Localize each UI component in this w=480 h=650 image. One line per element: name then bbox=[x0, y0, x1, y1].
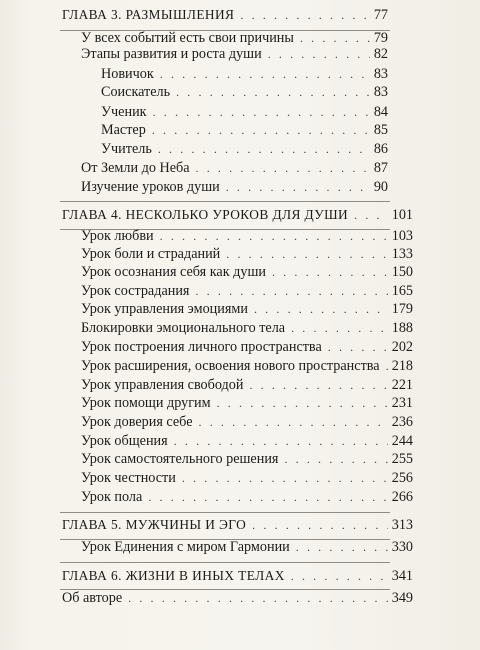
page-number: 236 bbox=[391, 414, 413, 430]
page-number: 313 bbox=[391, 517, 413, 533]
toc-entry[interactable] bbox=[81, 537, 413, 557]
toc-entry[interactable] bbox=[81, 318, 413, 338]
toc-chapter-6[interactable] bbox=[62, 566, 413, 586]
entry-title: Соискатель bbox=[101, 84, 171, 100]
toc-subentry[interactable] bbox=[101, 64, 388, 84]
toc-entry[interactable] bbox=[81, 158, 388, 178]
dot-leader bbox=[268, 44, 370, 64]
toc-entry[interactable] bbox=[81, 299, 413, 319]
dot-leader bbox=[217, 393, 388, 413]
toc-entry[interactable] bbox=[81, 431, 413, 451]
entry-title: Урок осознания себя как души bbox=[81, 264, 266, 280]
toc-chapter-5[interactable] bbox=[62, 515, 413, 535]
entry-title: Урок Единения с миром Гармонии bbox=[81, 539, 290, 555]
dot-leader bbox=[153, 102, 370, 122]
page-number: 188 bbox=[391, 320, 413, 336]
dot-leader bbox=[182, 468, 388, 488]
dot-leader bbox=[291, 318, 388, 338]
page-number: 218 bbox=[391, 358, 413, 374]
toc-entry[interactable] bbox=[81, 356, 413, 376]
chapter-title: ГЛАВА 3. РАЗМЫШЛЕНИЯ bbox=[62, 7, 235, 22]
entry-title: Урок сострадания bbox=[81, 283, 190, 299]
page-number: 90 bbox=[373, 179, 388, 195]
dot-leader bbox=[284, 449, 387, 469]
chapter-title: ГЛАВА 6. ЖИЗНИ В ИНЫХ ТЕЛАХ bbox=[62, 568, 285, 583]
page-number: 87 bbox=[373, 160, 388, 176]
dot-leader bbox=[328, 337, 388, 357]
entry-title: Об авторе bbox=[62, 590, 123, 606]
entry-title: Урок управления эмоциями bbox=[81, 301, 248, 317]
entry-title: Урок построения личного пространства bbox=[81, 339, 322, 355]
page-number: 231 bbox=[391, 395, 413, 411]
toc-entry[interactable] bbox=[81, 226, 413, 246]
entry-title: От Земли до Неба bbox=[81, 160, 190, 176]
dot-leader bbox=[291, 566, 388, 586]
page-number: 202 bbox=[391, 339, 413, 355]
entry-title: Ученик bbox=[101, 104, 147, 120]
dot-leader bbox=[296, 537, 388, 557]
page-number: 82 bbox=[373, 46, 388, 62]
toc-entry[interactable] bbox=[81, 393, 413, 413]
entry-title: Мастер bbox=[101, 122, 146, 138]
page-number: 83 bbox=[373, 84, 388, 100]
toc-entry[interactable] bbox=[81, 412, 413, 432]
toc-subentry[interactable] bbox=[101, 139, 388, 159]
dot-leader bbox=[240, 5, 369, 25]
page-number: 133 bbox=[391, 246, 413, 262]
dot-leader bbox=[226, 177, 370, 197]
dot-leader bbox=[272, 262, 388, 282]
toc-subentry[interactable] bbox=[101, 102, 388, 122]
dot-leader bbox=[148, 487, 387, 507]
page-number: 101 bbox=[391, 207, 413, 223]
entry-title: У всех событий есть свои причины bbox=[81, 30, 294, 46]
toc-entry[interactable] bbox=[81, 244, 413, 264]
page-number: 255 bbox=[391, 451, 413, 467]
dot-leader bbox=[160, 226, 388, 246]
dot-leader bbox=[196, 158, 370, 178]
dot-leader bbox=[354, 205, 388, 225]
entry-title: Урок боли и страданий bbox=[81, 246, 221, 262]
entry-title: Урок помощи другим bbox=[81, 395, 211, 411]
page-number: 266 bbox=[391, 489, 413, 505]
dot-leader bbox=[152, 120, 370, 140]
dot-leader bbox=[174, 431, 388, 451]
dot-leader bbox=[158, 139, 370, 159]
toc-about-author[interactable] bbox=[62, 588, 413, 608]
divider bbox=[60, 562, 390, 563]
dot-leader bbox=[199, 412, 388, 432]
page-number: 84 bbox=[373, 104, 388, 120]
toc-entry[interactable] bbox=[81, 44, 388, 64]
page-number: 103 bbox=[391, 228, 413, 244]
toc-entry[interactable] bbox=[81, 177, 388, 197]
page-number: 165 bbox=[391, 283, 413, 299]
toc-entry[interactable] bbox=[81, 449, 413, 469]
entry-title: Урок пола bbox=[81, 489, 143, 505]
dot-leader bbox=[249, 375, 387, 395]
entry-title: Учитель bbox=[101, 141, 152, 157]
toc-subentry[interactable] bbox=[101, 82, 388, 102]
entry-title: Урок общения bbox=[81, 433, 168, 449]
entry-title: Блокировки эмоционального тела bbox=[81, 320, 286, 336]
page-number: 85 bbox=[373, 122, 388, 138]
page-number: 330 bbox=[391, 539, 413, 555]
dot-leader bbox=[128, 588, 388, 608]
dot-leader bbox=[254, 299, 388, 319]
toc-entry[interactable] bbox=[81, 281, 413, 301]
dot-leader bbox=[252, 515, 388, 535]
page-number: 79 bbox=[373, 30, 388, 46]
chapter-title: ГЛАВА 5. МУЖЧИНЫ И ЭГО bbox=[62, 517, 247, 532]
dot-leader bbox=[195, 281, 387, 301]
chapter-title: ГЛАВА 4. НЕСКОЛЬКО УРОКОВ ДЛЯ ДУШИ bbox=[62, 207, 349, 222]
toc-subentry[interactable] bbox=[101, 120, 388, 140]
toc-entry[interactable] bbox=[81, 262, 413, 282]
page-number: 221 bbox=[391, 377, 413, 393]
toc-entry[interactable] bbox=[81, 337, 413, 357]
page-number: 256 bbox=[391, 470, 413, 486]
page-number: 179 bbox=[391, 301, 413, 317]
entry-title: Урок самостоятельного решения bbox=[81, 451, 279, 467]
entry-title: Изучение уроков души bbox=[81, 179, 220, 195]
dot-leader bbox=[226, 244, 387, 264]
page-number: 150 bbox=[391, 264, 413, 280]
entry-title: Урок доверия себе bbox=[81, 414, 193, 430]
entry-title: Урок расширения, освоения нового пространства bbox=[81, 358, 380, 374]
entry-title: Этапы развития и роста души bbox=[81, 46, 262, 62]
toc-entry[interactable] bbox=[81, 487, 413, 507]
page-number: 341 bbox=[391, 568, 413, 584]
page-number: 83 bbox=[373, 66, 388, 82]
divider bbox=[60, 512, 390, 513]
divider bbox=[60, 201, 390, 202]
entry-title: Урок управления свободой bbox=[81, 377, 244, 393]
page-number: 77 bbox=[373, 7, 388, 23]
entry-title: Урок любви bbox=[81, 228, 154, 244]
toc-entry[interactable] bbox=[81, 375, 413, 395]
entry-title: Новичок bbox=[101, 66, 154, 82]
toc-entry[interactable] bbox=[81, 468, 413, 488]
toc-chapter-3[interactable] bbox=[62, 5, 388, 25]
page-number: 349 bbox=[391, 590, 413, 606]
page-number: 86 bbox=[373, 141, 388, 157]
dot-leader bbox=[176, 82, 370, 102]
dot-leader bbox=[386, 356, 388, 376]
entry-title: Урок честности bbox=[81, 470, 176, 486]
toc-chapter-4[interactable] bbox=[62, 205, 413, 225]
dot-leader bbox=[160, 64, 370, 84]
page-number: 244 bbox=[391, 433, 413, 449]
